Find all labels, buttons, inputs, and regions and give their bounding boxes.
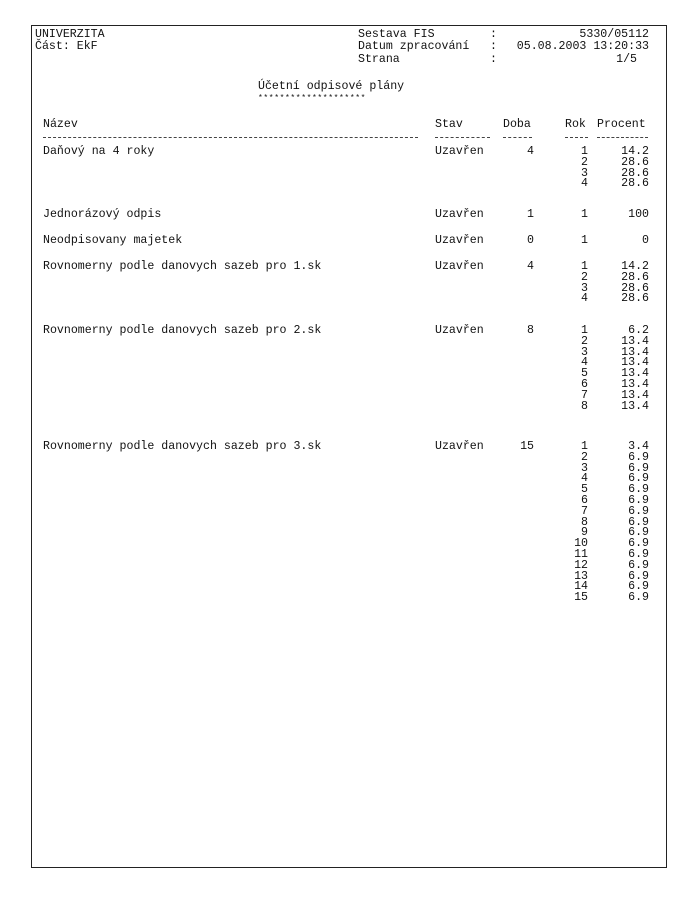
plan-year: 1 [581, 234, 588, 247]
plan-status: Uzavřen [435, 440, 484, 453]
plan-year: 11 [574, 548, 588, 561]
plan-status: Uzavřen [435, 324, 484, 337]
plan-percent: 6.9 [628, 515, 649, 529]
plan-year: 2 [581, 155, 588, 169]
plan-year: 3 [581, 345, 588, 359]
plan-status: Uzavřen [435, 208, 484, 221]
plan-year: 7 [581, 388, 588, 402]
plan-percent: 6.9 [628, 580, 649, 594]
plan-year: 1 [581, 260, 588, 273]
plan-percent: 13.4 [621, 356, 649, 370]
plan-year: 5 [581, 367, 588, 381]
plan-year: 2 [581, 270, 588, 284]
plan-percent: 100 [628, 208, 649, 221]
plan-percent: 6.9 [628, 558, 649, 572]
plan-name: Rovnomerny podle danovych sazeb pro 1.sk [43, 260, 322, 273]
plan-year: 7 [581, 504, 588, 518]
org-name: UNIVERZITA [35, 28, 105, 41]
plan-year: 3 [581, 166, 588, 180]
plan-year: 1 [581, 324, 588, 337]
plan-percent: 13.4 [621, 367, 649, 381]
plan-year: 4 [581, 292, 588, 306]
plan-duration: 1 [527, 208, 534, 221]
plan-name: Neodpisovany majetek [43, 234, 183, 247]
separator-year [565, 137, 588, 138]
plan-year: 1 [581, 208, 588, 221]
colon-1: : [490, 28, 497, 41]
plan-percent: 6.9 [628, 569, 649, 583]
plan-status: Uzavřen [435, 234, 484, 247]
plan-percent: 13.4 [621, 334, 649, 348]
plan-duration: 4 [527, 145, 534, 158]
plan-percent: 6.9 [628, 483, 649, 497]
plan-percent: 6.9 [628, 494, 649, 507]
col-duration-header: Doba [503, 118, 531, 131]
colon-2: : [490, 40, 497, 53]
plan-year: 4 [581, 356, 588, 370]
plan-year: 3 [581, 281, 588, 295]
col-name-header: Název [43, 118, 78, 131]
plan-percent: 13.4 [621, 378, 649, 391]
plan-year: 14 [574, 580, 588, 594]
plan-year: 6 [581, 494, 588, 507]
plan-year: 8 [581, 399, 588, 413]
separator-duration [503, 137, 532, 138]
plan-percent: 6.9 [628, 504, 649, 518]
title-underline: ******************** [258, 94, 367, 103]
plan-year: 4 [581, 472, 588, 486]
plan-year: 10 [574, 537, 588, 551]
processed-at: 05.08.2003 13:20:33 [516, 40, 649, 53]
plan-percent: 13.4 [621, 345, 649, 359]
page-label: Strana [358, 53, 400, 66]
plan-year: 15 [574, 591, 588, 605]
plan-year: 1 [581, 145, 588, 158]
plan-year: 9 [581, 526, 588, 540]
separator-status [435, 137, 490, 138]
colon-3: : [490, 53, 497, 66]
plan-duration: 0 [527, 234, 534, 247]
plan-percent: 3.4 [628, 440, 649, 453]
plan-percent: 6.9 [628, 450, 649, 464]
plan-duration: 15 [520, 440, 534, 453]
plan-year: 13 [574, 569, 588, 583]
plan-year: 12 [574, 558, 588, 572]
plan-percent: 0 [642, 234, 649, 247]
plan-name: Daňový na 4 roky [43, 145, 155, 158]
plan-status: Uzavřen [435, 260, 484, 273]
plan-percent: 13.4 [621, 388, 649, 402]
plan-percent: 13.4 [621, 399, 649, 413]
plan-duration: 8 [527, 324, 534, 337]
plan-year: 2 [581, 334, 588, 348]
plan-percent: 6.9 [628, 472, 649, 486]
plan-duration: 4 [527, 260, 534, 273]
plan-percent: 14.2 [621, 145, 649, 158]
plan-year: 8 [581, 515, 588, 529]
col-percent-header: Procent [597, 118, 646, 131]
plan-year: 6 [581, 378, 588, 391]
plan-percent: 6.9 [628, 591, 649, 605]
plan-name: Jednorázový odpis [43, 208, 162, 221]
plan-percent: 28.6 [621, 166, 649, 180]
plan-percent: 14.2 [621, 260, 649, 273]
plan-percent: 28.6 [621, 292, 649, 306]
page-number: 1/5 [616, 53, 637, 66]
plan-percent: 28.6 [621, 155, 649, 169]
report-label: Sestava FIS [358, 28, 435, 41]
plan-percent: 6.9 [628, 526, 649, 540]
plan-percent: 28.6 [621, 270, 649, 284]
plan-name: Rovnomerny podle danovych sazeb pro 2.sk [43, 324, 322, 337]
plan-percent: 28.6 [621, 281, 649, 295]
plan-year: 5 [581, 483, 588, 497]
plan-percent: 6.9 [628, 461, 649, 475]
plan-year: 2 [581, 450, 588, 464]
plan-percent: 28.6 [621, 177, 649, 191]
report-title: Účetní odpisové plány [258, 80, 405, 93]
plan-year: 4 [581, 177, 588, 191]
plan-percent: 6.9 [628, 548, 649, 561]
report-code: 5330/05112 [579, 28, 649, 41]
plan-year: 1 [581, 440, 588, 453]
separator-name [43, 137, 418, 138]
col-year-header: Rok [565, 118, 586, 131]
separator-percent [597, 137, 648, 138]
col-status-header: Stav [435, 118, 463, 131]
plan-percent: 6.2 [628, 324, 649, 337]
plan-year: 3 [581, 461, 588, 475]
processed-label: Datum zpracování [358, 40, 470, 53]
plan-percent: 6.9 [628, 537, 649, 551]
plan-status: Uzavřen [435, 145, 484, 158]
org-part: Část: EkF [35, 40, 98, 53]
plan-name: Rovnomerny podle danovych sazeb pro 3.sk [43, 440, 322, 453]
